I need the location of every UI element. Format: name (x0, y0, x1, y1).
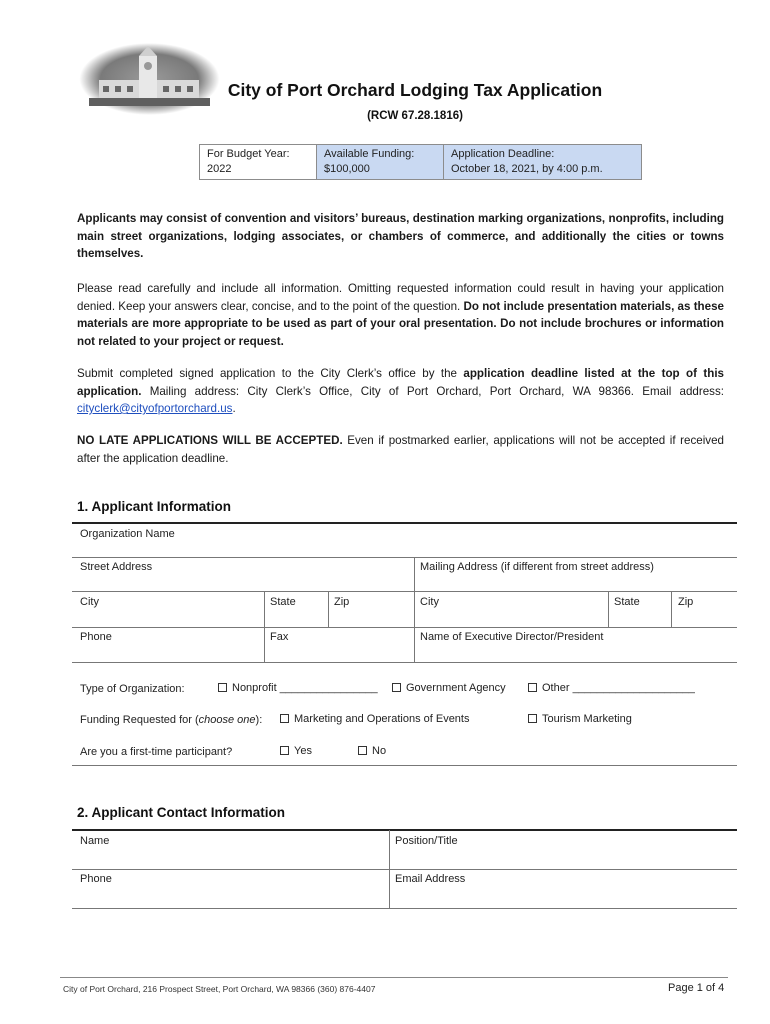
funding-requested-text-c: ): (255, 714, 263, 726)
page-title: City of Port Orchard Lodging Tax Application (227, 80, 603, 100)
executive-director-field[interactable]: Name of Executive Director/President (420, 631, 604, 643)
deadline-label: Application Deadline: (451, 148, 555, 160)
funding-value: $100,000 (324, 163, 370, 175)
first-time-label: Are you a first-time participant? (80, 746, 233, 758)
government-agency-checkbox[interactable] (392, 683, 401, 692)
no-label: No (372, 745, 387, 757)
org-type-label: Type of Organization: (80, 683, 185, 695)
submission-deadline-note: application deadline listed at the top of this application. (77, 367, 724, 398)
funding-requested-text-b: choose one (198, 714, 256, 726)
yes-label: Yes (294, 745, 312, 757)
state-field[interactable]: State (270, 596, 296, 608)
other-option[interactable] (528, 682, 695, 694)
tourism-marketing-label: Tourism Marketing (542, 713, 632, 725)
city-field[interactable]: City (80, 596, 99, 608)
mailing-zip-field[interactable]: Zip (678, 596, 694, 608)
tourism-marketing-checkbox[interactable] (528, 714, 537, 723)
deadline-cell (444, 145, 641, 179)
funding-requested-label (80, 714, 262, 726)
budget-info-table (199, 144, 642, 180)
footer-rule (60, 977, 728, 978)
deadline-value: October 18, 2021, by 4:00 p.m. (451, 163, 603, 175)
contact-phone-field[interactable]: Phone (80, 873, 112, 885)
page-number: Page 1 of 4 (668, 982, 725, 994)
submission-text-c: Mailing address: City Clerk’s Office, City of Port Orchard, Port Orchard, WA 98366. Email address: (141, 384, 724, 398)
section1-top-rule (72, 522, 737, 524)
nonprofit-option[interactable] (218, 682, 378, 694)
zip-field[interactable]: Zip (334, 596, 350, 608)
other-checkbox[interactable] (528, 683, 537, 692)
section-applicant-information: 1. Applicant Information (77, 499, 232, 514)
yes-checkbox[interactable] (280, 746, 289, 755)
instructions-warning: Do not include presentation materials, as these materials are more appropriate to be used as part of your oral presentation. Do not include brochures or information not related to your project or request. (77, 299, 724, 348)
footer-address: City of Port Orchard, 216 Prospect Street, Port Orchard, WA 98366 (360) 876-4407 (63, 984, 376, 994)
government-agency-option[interactable] (392, 682, 506, 694)
budget-year-cell (200, 145, 317, 179)
street-address-field[interactable]: Street Address (80, 561, 153, 573)
city-hall-logo (79, 42, 220, 116)
email-address-field[interactable]: Email Address (395, 873, 466, 885)
contact-name-field[interactable]: Name (80, 835, 110, 847)
section2-top-rule (72, 829, 737, 831)
phone-field[interactable]: Phone (80, 631, 112, 643)
mailing-address-field[interactable]: Mailing Address (if different from street address) (420, 561, 654, 573)
no-option[interactable] (358, 745, 386, 757)
divider (671, 591, 672, 627)
budget-year-label: For Budget Year: (207, 148, 290, 160)
divider (414, 557, 415, 662)
other-option-label: Other ____________________ (542, 682, 695, 694)
late-policy-heading: NO LATE APPLICATIONS WILL BE ACCEPTED. (77, 434, 343, 447)
mailing-state-field[interactable]: State (614, 596, 640, 608)
org-name-field[interactable]: Organization Name (80, 528, 175, 540)
eligibility-paragraph: Applicants may consist of convention and visitors’ bureaus, destination marking organizations, nonprofits, including main street organizations, lodging associates, or chambers of commerce, and additionally the cities or towns themselves. (77, 212, 724, 260)
yes-option[interactable] (280, 745, 312, 757)
funding-label: Available Funding: (324, 148, 415, 160)
divider (72, 591, 737, 592)
funding-requested-text-a: Funding Requested for ( (80, 714, 199, 726)
divider (328, 591, 329, 627)
government-agency-label: Government Agency (406, 682, 506, 694)
divider (72, 627, 737, 628)
divider (72, 662, 737, 663)
fax-field[interactable]: Fax (270, 631, 289, 643)
mailing-city-field[interactable]: City (420, 596, 439, 608)
submission-text-a: Submit completed signed application to the City Clerk’s office by the (77, 367, 464, 380)
late-policy-text: Even if postmarked earlier, applications will not be accepted if received after the application deadline. (77, 434, 724, 465)
no-checkbox[interactable] (358, 746, 367, 755)
instructions-paragraph (77, 280, 724, 350)
marketing-events-checkbox[interactable] (280, 714, 289, 723)
divider (72, 869, 737, 870)
section-contact-information: 2. Applicant Contact Information (77, 805, 286, 820)
submission-text-end: . (232, 402, 236, 415)
divider (72, 765, 737, 766)
tourism-marketing-option[interactable] (528, 713, 632, 725)
divider (72, 557, 737, 558)
marketing-events-option[interactable] (280, 713, 469, 725)
rcw-reference: (RCW 67.28.1816) (367, 110, 463, 122)
budget-year-value: 2022 (207, 163, 232, 175)
divider (72, 908, 737, 909)
nonprofit-checkbox[interactable] (218, 683, 227, 692)
marketing-events-label: Marketing and Operations of Events (294, 713, 470, 725)
nonprofit-option-label: Nonprofit ________________ (232, 682, 378, 694)
funding-cell (317, 145, 444, 179)
instructions-text: Please read carefully and include all information. Omitting requested information could result in having your application denied. Keep your answers clear, concise, and to the point of the question. (77, 282, 724, 313)
clerk-email-link[interactable]: cityclerk@cityofportorchard.us (77, 402, 233, 415)
submission-paragraph (77, 365, 724, 418)
late-policy-paragraph (77, 432, 724, 467)
position-title-field[interactable]: Position/Title (395, 835, 458, 847)
divider (608, 591, 609, 627)
